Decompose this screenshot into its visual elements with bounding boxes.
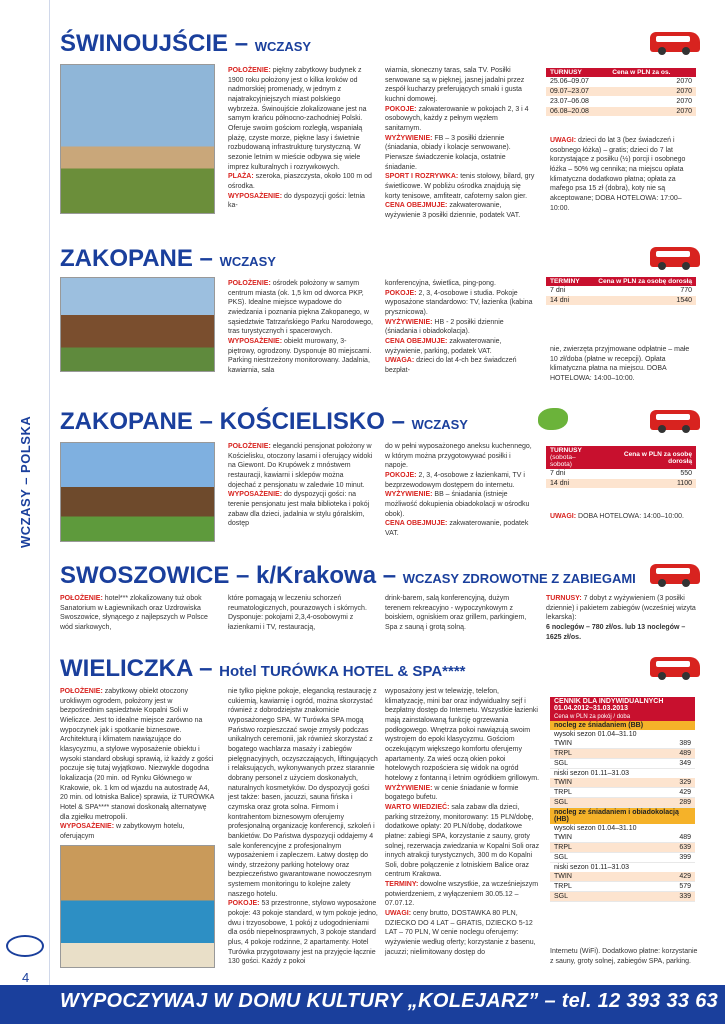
field-label: POŁOŻENIE: (60, 595, 103, 602)
field-label: WYŻYWIENIE: (385, 318, 433, 326)
sidebar-label: WCZASY – POLSKA (18, 415, 33, 548)
col-4: TURNUSY: 7 dobyt z wyżywieniem (3 posiłki dziennie) i pakietem zabiegów (wcześniej wizyta lekarska): 6 noclegów – 780 zł/os. lub 13 noclegów – 1625 zł/os. (546, 595, 696, 641)
col-2: nie tylko piękne pokoje, elegancką restaurację z cukiernią, kawiarnię i ogród, można skorzystać również z dobrodziejstw znakomicie wyposażonego SPA. W Turówka SPA mogą Państwo rozpieszczać swoje zmysły podczas unikalnych ceremonii, jak również skorzystać z bogatego wachlarza masaży i zabiegów pielęgnacyjnych, oczyszczających, liftingujących i relaksujących, wykonywanych przez starannie dobrany personel z użyciem doskonałych, naturalnych kosmetyków. Do dyspozycji gości jest także: basen, jacuzzi, sauna fińska i czymska oraz grota solna. Firmom i kontrahentom biznesowym oferujemy profesjonalną organizację konferencji, szkoleń i bankietów. Do Państwa dyspozycji oddajemy 4 sale konferencyjne z profesjonalnym wyposażeniem i zapleczem. Łatwy dostęp do windy, strzeżony parking hotelowy oraz bezpieczeństwo gwarantowane nowoczesnym systemem monitoringu to kolejne zalety naszego hotelu. POKOJE: 53 przestronne, stylowo wyposażone pokoje: 43 pokoje standard, w tym pokoje jedno, dwu i trzyosobowe, 1 pokój z udogodnieniami dla osób niepełnosprawnych, 3 pokoje standard plus, 4 pokoje rodzinne, 2 apartamenty. Hotel Turówka przygotowany jest na przyjęcie łącznie 130 gości. Każdy z pokoi (228, 688, 378, 966)
col-2: do w pełni wyposażonego aneksu kuchennego, w którym można przygotowywać posiłki i napoje. POKOJE: 2, 3, 4-osobowe z łazienkami, TV i bezprzewodowym dostępem do internetu. WYŻYWIENIE: BB – śniadania (istnieje możliwość dokupienia obiadokolacji w ośrodku obok). CENA OBEJMUJE: zakwaterowanie, podatek VAT. (385, 443, 532, 537)
section-zakopane (60, 245, 700, 405)
field-label: UWAGI: (550, 137, 577, 144)
photo (60, 442, 215, 542)
section-koscielisko (60, 408, 700, 553)
photo (60, 845, 215, 968)
col-3: wyposażony jest w telewizję, telefon, klimatyzację, mini bar oraz indywidualny sejf i bezpłatny dostęp do Internetu. Wszystkie łazienki mają zainstalowaną funkcję ogrzewania podłogowego. Wnętrza pokoi nawiązują swoim wystrojem do epoki klasycyzmu. Gościom oczekującym większego komfortu oferujemy apartamenty. Za wieś oczą okien pokoi hotelowych rozpościera się widok na ogród hotelowy z fontanną i letnim ogródkiem grillowym. WYŻYWIENIE: w cenie śniadanie w formie bogatego bufetu. WARTO WIEDZIEĆ: sala zabaw dla dzieci, parking strzeżony, monitorowany: 15 PLN/dobę, dodatkowe opłaty: 20 PLN/dobę, dodatkowe płatne: zabiegi SPA, korzystanie z sauny, groty solnej, rezerwacja zwiedzania w Kopalni Soli oraz innych atrakcji turystycznych, 300 m do Kopalni Soli, dobre połączenie z lotniskiem Balice oraz centrum Krakowa. TERMINY: dowolne wszystkie, za wcześniejszym potwierdzeniem, z wyłączeniem 30.05.12 – 07.07.12. UWAGI: ceny brutto, DOSTAWKA 80 PLN, DZIECKO DO 4 LAT – GRATIS, DZIECKO 5-12 LAT – 70 PLN, W cenie noclegu oferujemy: wyżywienie według oferty; korzystanie z basenu, jacuzzi; nielimitowany dostęp do (385, 688, 540, 956)
bus-icon (650, 657, 700, 677)
section-swoszowice (60, 562, 700, 641)
field-label: WYPOSAŻENIE: (228, 337, 283, 345)
section-title: ZAKOPANE – KOŚCIELISKO – WCZASY (60, 408, 468, 435)
notes: nie, zwierzęta przyjmowane odpłatnie – małe 10 zł/doba (płatne w recepcji). Opłata klimatyczna płatna na miejscu. DOBA HOTELOWA: 14:00–10:00. (550, 346, 690, 382)
col-3: drink-barem, salą konferencyjną, dużym terenem rekreacyjno - wypoczynkowym z boiskiem, ogniskiem oraz grillem, parkingiem, Spa z sauną i grotą solną. (385, 595, 527, 631)
field-label: WYPOSAŻENIE: (228, 192, 283, 200)
field-label: PLAŻA: (228, 173, 254, 181)
price-table: TURNUSY Cena w PLN za os. 25.06–09.07 2070 09.07–23.07 2070 23.07–06.08 2070 06.08–20.08 2070 (546, 68, 696, 117)
col-1: POŁOŻENIE: zabytkowy obiekt otoczony urokliwym ogrodem, położony jest w bezpośrednim sąsiedztwie Kopalni Soli w Wieliczce. Jest to idealne miejsce zarówno na wypoczynek jak i spotkanie biznesowe. Architekturą i klimatem nawiązujące do klasycyzmu, a stylowe wyposażenie obiektu i wysoki standard obsługi sprawią, iż każdy z gości poczuje się tutaj wyjątkowo. Niezwykle dogodna lokalizacja (20 min. od Rynku Głównego w Krakowie, ok. 1 km od wjazdu na autostradę A4, 20 min. od lotniska Balice) sprawia, iż TURÓWKA Hotel & SPA**** stanowi doskonałą alternatywę dla zgiełku metropolii. WYPOSAŻENIE: w zabytkowym hotelu, oferującym (60, 688, 214, 840)
col-1: POŁOŻENIE: elegancki pensjonat położony w Kościelisku, otoczony lasami i oferujący widoki na Giewont. Do Krupówek z mnóstwem restauracji, kawiarni i sklepów można dojechać z pensjonatu w zaledwie 10 minut. WYPOSAŻENIE: do dyspozycji gości: na terenie pensjonatu jest mała biblioteka i pokój zabaw dla dzieci, jadalnia w stylu góralskim, dostęp (228, 443, 373, 528)
bus-icon (650, 247, 700, 267)
col-1: POŁOŻENIE: piękny zabytkowy budynek z 1900 roku położony jest o kilka kroków od nadmorskiej promenady, w jednym z najatrakcyjniejszych miast polskiego wybrzeża. Świnoujście zlokalizowane jest na samym krańcu północno-zachodniej Polski. Oferuje swoim gościom rozległą, wspaniałą plażę, czyste morze, piękne lasy i świetnie rozbudowaną infrastrukturę turystyczną. W sezonie letnim w mieście odbywa się wiele imprez kulturalnych i rozrywkowych. PLAŻA: szeroka, piaszczysta, około 100 m od ośrodka. WYPOSAŻENIE: do dyspozycji gości: letnia ka- (228, 67, 372, 210)
bus-icon (650, 410, 700, 430)
bus-icon (650, 32, 700, 52)
field-label: POŁOŻENIE: (228, 443, 271, 450)
page-number: 4 (22, 970, 30, 985)
field-label: WYPOSAŻENIE: (60, 823, 115, 831)
field-label: CENA OBEJMUJE: (385, 337, 448, 345)
section-title: ZAKOPANE – WCZASY (60, 245, 276, 272)
section-title: ŚWINOUJŚCIE – WCZASY (60, 30, 312, 57)
field-label: UWAGA: (385, 357, 415, 365)
field-label: SPORT I ROZRYWKA: (385, 173, 459, 181)
col-2: które pomagają w leczeniu schorzeń reumatologicznych, pourazowych i skórnych. Dysponuje: pokojami 2,3,4-osobowymi z łazienkami i TV, restauracją, (228, 595, 367, 631)
field-label: UWAGI: (550, 513, 577, 520)
field-label: WYŻYWIENIE: (385, 491, 433, 499)
col-1: POŁOŻENIE: ośrodek położony w samym centrum miasta (ok. 1,5 km od dworca PKP, PKS). Idealne miejsce wypadowe do zwiedzania i poznania piękna Zakopanego, w sąsiedztwie Tatrzańskiego Parku Narodowego, tras turystycznych i spacerowych. WYPOSAŻENIE: obiekt murowany, 3-piętrowy, ogrodzony. Dysponuje 80 miejscami. Parking niestrzeżony monitorowany. Jadalnia, kawiarnia, sala (228, 280, 374, 374)
section-swinoujscie (60, 30, 700, 240)
photo (60, 64, 215, 214)
logo-icon (6, 935, 44, 957)
photo (60, 277, 215, 372)
field-label: CENA OBEJMUJE: (385, 520, 448, 528)
price-table: TURNUSY (sobota–sobota) Cena w PLN za osobę dorosłą 7 dni 550 14 dni 1100 (546, 446, 696, 489)
section-wieliczka (60, 655, 700, 980)
col-1: POŁOŻENIE: hotel*** zlokalizowany tuż obok Sanatorium w Łagiewnikach oraz Uzdrowiska Swoszowice, słynącego z najlepszych w Polsce wód siarkowych, (60, 595, 208, 631)
field-label: POKOJE: (385, 471, 417, 479)
dragon-icon (538, 408, 568, 430)
field-label: WARTO WIEDZIEĆ: (385, 803, 450, 811)
field-label: WYPOSAŻENIE: (228, 491, 283, 499)
price-table: CENNIK DLA INDYWIDUALNYCH 01.04.2012–31.03.2013 Cena w PLN za pokój / doba nocleg ze śniadaniem (BB) wysoki sezon 01.04–31.10 TWIN 389 TRPL 489 SGL 349 niski sezon 01.11–31.03 TWIN 329 TRPL 429 SGL 289 nocleg ze śniadaniem i obiadokolacją (HB) wysoki sezon 01.04–31.10 TWIN 489 TRPL 639 SGL 399 niski sezon 01.11–31.03 TWIN 429 TRPL 579 SGL 339 (550, 697, 695, 902)
price-table: TERMINY Cena w PLN za osobę dorosłą 7 dni 770 14 dni 1540 (546, 277, 696, 306)
field-label: POKOJE: (385, 289, 417, 297)
notes: UWAGI: dzieci do lat 3 (bez świadczeń i osobnego łóżka) – gratis; dzieci do 7 lat korzystające z posiłku (½) porcji i osobnego łóżka – 50% wg cennika; na miejscu opłata klimatyczna dodatkowo płatna; opłata za mafego psa 15 zł (dobra), koty nie są akceptowane; DOBA HOTELOWA: 17:00–10:00. (550, 137, 686, 212)
notes: UWAGI: DOBA HOTELOWA: 14:00–10:00. (550, 513, 684, 520)
field-label: CENA OBEJMUJE: (385, 202, 448, 210)
field-label: WYŻYWIENIE: (385, 784, 433, 792)
field-label: TERMINY: (385, 881, 419, 889)
sidebar (0, 0, 50, 1024)
field-label: POŁOŻENIE: (228, 67, 271, 74)
bus-icon (650, 564, 700, 584)
footer-text: WYPOCZYWAJ W DOMU KULTURY „KOLEJARZ” – tel. 12 393 33 63 (60, 990, 719, 1012)
field-label: POKOJE: (228, 900, 260, 908)
col-2: konferencyjna, świetlica, ping-pong. POKOJE: 2, 3, 4-osobowe i studia. Pokoje wyposażone standardowo: TV, łazienka (kabina prysznicowa). WYŻYWIENIE: HB - 2 posiłki dziennie (śniadania i obiadokolacja). CENA OBEJMUJE: zakwaterowanie, wyżywienie, parking, podatek VAT. UWAGA: dzieci do lat 4-ch bez świadczeń bezpłat- (385, 280, 533, 374)
field-label: WYŻYWIENIE: (385, 134, 433, 142)
field-label: POKOJE: (385, 105, 417, 113)
field-label: TURNUSY: (546, 595, 582, 602)
col-2: wiarnia, słoneczny taras, sala TV. Posiłki serwowane są w pięknej, jasnej jadalni przez zespół kucharzy preferujących smaki i gusta kuchni domowej. POKOJE: zakwaterowanie w pokojach 2, 3 i 4 osobowych, każdy z pełnym węzłem sanitarnym. WYŻYWIENIE: FB – 3 posiłki dziennie (śniadania, obiady i kolacje serwowane). Pierwsze świadczenie kolacja, ostatnie śniadanie. SPORT I ROZRYWKA: tenis stołowy, bilard, gry świetlicowe. W pobliżu ośrodka znajdują się korty tenisowe, amfiteatr, cafoterny salon gier. CENA OBEJMUJE: zakwaterowanie, wyżywienie 3 posiłki dziennie, podatek VAT. (385, 67, 535, 219)
notes: Internetu (WiFi). Dodatkowo płatne: korzystanie z sauny, groty solnej, zabiegów SPA, parking. (550, 948, 698, 965)
field-label: UWAGI: (385, 910, 412, 918)
field-label: POŁOŻENIE: (60, 688, 103, 695)
section-title: SWOSZOWICE – k/Krakowa – WCZASY ZDROWOTNE Z ZABIEGAMI (60, 562, 636, 589)
section-title: WIELICZKA – Hotel TURÓWKA HOTEL & SPA**** (60, 655, 466, 682)
field-label: POŁOŻENIE: (228, 280, 271, 287)
